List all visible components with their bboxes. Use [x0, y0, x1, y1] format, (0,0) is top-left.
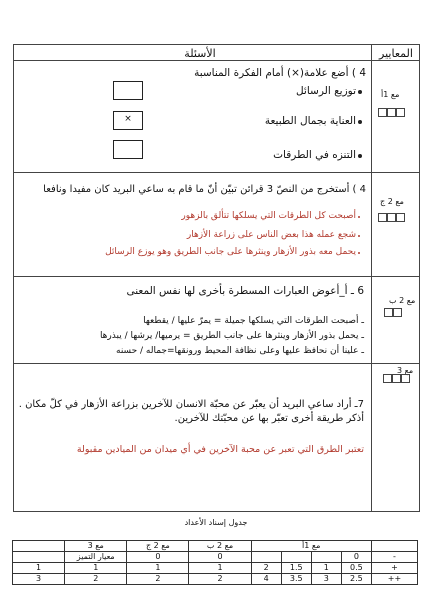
criterion-label: مع 2 ج	[380, 197, 404, 206]
grid-cell: 0.5	[341, 563, 371, 574]
grid-cell: 1	[311, 563, 341, 574]
section-separator	[13, 172, 420, 173]
grid-cell: 1	[189, 563, 251, 574]
grid-cell: 2	[65, 574, 127, 585]
header-separator	[13, 60, 420, 61]
score-box	[378, 213, 387, 222]
bullet-icon	[358, 252, 360, 254]
level-label: +	[371, 563, 417, 574]
bullet-icon	[358, 120, 362, 124]
question-7-sub: أذكر طريقة أخرى تعبّر بها عن محبّتك للآخرين.	[174, 413, 364, 424]
grid-corner	[371, 541, 417, 552]
grid-header: مع 3	[65, 541, 127, 552]
grid-cell: 3.5	[281, 574, 311, 585]
grid-cell: 0	[341, 552, 371, 563]
answer-line: ـ يحمل بذور الأزهار وينثرها على جانب الطريق = يرميها/ يرشها / يبذرها	[99, 331, 364, 341]
score-box	[387, 108, 396, 117]
answer-line: ـ أصبحت الطرقات التي يسلكها جميلة = يمرّ عليها / يقطعها	[143, 316, 364, 326]
grid-cell: 2	[251, 563, 281, 574]
level-label: -	[371, 552, 417, 563]
bullet-icon	[358, 154, 362, 158]
score-box	[401, 374, 410, 383]
column-divider	[371, 44, 372, 512]
grid-cell: 0	[127, 552, 189, 563]
grading-table	[12, 540, 418, 585]
question-6: 6 ـ أ_أعوض العبارات المسطرة بأخرى لها نفس المعنى	[126, 285, 364, 297]
grid-cell: 1	[13, 563, 65, 574]
answer-line: أصبحت كل الطرقات التي يسلكها تتألق بالزهور	[181, 211, 356, 221]
exam-frame	[13, 44, 420, 512]
grid-header: مع 2 ج	[127, 541, 189, 552]
score-box	[392, 374, 401, 383]
option-checkbox[interactable]: ×	[113, 111, 143, 130]
answer-line: ـ علينا أن نحافظ عليها وعلى نظافة المحيط ورونقها=جماله / حسنه	[116, 346, 364, 356]
answer-line: شجع عمله هذا بعض الناس على زراعة الأزهار	[186, 230, 356, 240]
section-separator	[13, 276, 420, 277]
question-7: 7ـ أراد ساعي البريد أن يعبّر عن محبّة الانسان للآخرين بزراعة الأزهار في كلّ مكان .	[18, 399, 364, 410]
answer-line: تعتبر الطرق التي تعبر عن محبة الآخرين في أي ميدان من الميادين مقبولة	[76, 444, 364, 455]
criterion-label: مع 1أ	[381, 90, 400, 99]
score-box	[396, 108, 405, 117]
grid-header: مع 1أ	[251, 541, 371, 552]
questions-header: الأسئلة	[184, 47, 216, 60]
option-checkbox[interactable]	[113, 81, 143, 100]
criterion-label: مع 2 ب	[389, 296, 416, 305]
bullet-icon	[358, 216, 360, 218]
section-separator	[13, 363, 420, 364]
score-box	[393, 308, 402, 317]
option-label: توزيع الرسائل	[295, 85, 356, 97]
bullet-icon	[358, 90, 362, 94]
grid-cell	[281, 552, 311, 563]
score-box	[384, 308, 393, 317]
grid-cell: 2	[127, 574, 189, 585]
question-4b: 4 ) أستخرج من النصّ 3 قرائن تبيّن أنّ ما قام به ساعي البريد كان مفيدا ونافعا	[43, 184, 366, 195]
level-label: ++	[371, 574, 417, 585]
grid-cell	[311, 552, 341, 563]
answer-line: يحمل معه بذور الأزهار وينثرها على جانب الطريق وهو يوزع الرسائل	[105, 247, 356, 257]
score-box	[383, 374, 392, 383]
grid-cell: 1	[127, 563, 189, 574]
question-4a: 4 ) أضع علامة(×) أمام الفكرة المناسبة	[194, 67, 366, 79]
criteria-header: المعايير	[379, 47, 413, 60]
option-label: العناية بجمال الطبيعة	[264, 115, 356, 127]
grid-cell: 1.5	[281, 563, 311, 574]
grid-header: مع 2 ب	[189, 541, 251, 552]
option-label: التنزه في الطرقات	[273, 149, 356, 161]
score-box	[387, 213, 396, 222]
grid-spacer	[13, 541, 65, 552]
grid-cell	[251, 552, 281, 563]
option-checkbox[interactable]	[113, 140, 143, 159]
grid-cell: 2	[189, 574, 251, 585]
bullet-icon	[358, 235, 360, 237]
score-box	[378, 108, 387, 117]
grid-title: جدول إسناد الأعداد	[184, 518, 248, 527]
grid-cell: 3	[13, 574, 65, 585]
grid-cell: 4	[251, 574, 281, 585]
grid-cell: 2.5	[341, 574, 371, 585]
grid-cell: 0	[189, 552, 251, 563]
score-box	[396, 213, 405, 222]
grid-spacer	[13, 552, 65, 563]
grid-cell: 3	[311, 574, 341, 585]
grid-cell: 1	[65, 563, 127, 574]
criterion-excellence-label: معيار التميز	[65, 552, 127, 563]
criterion-label: مع 3	[397, 366, 414, 375]
